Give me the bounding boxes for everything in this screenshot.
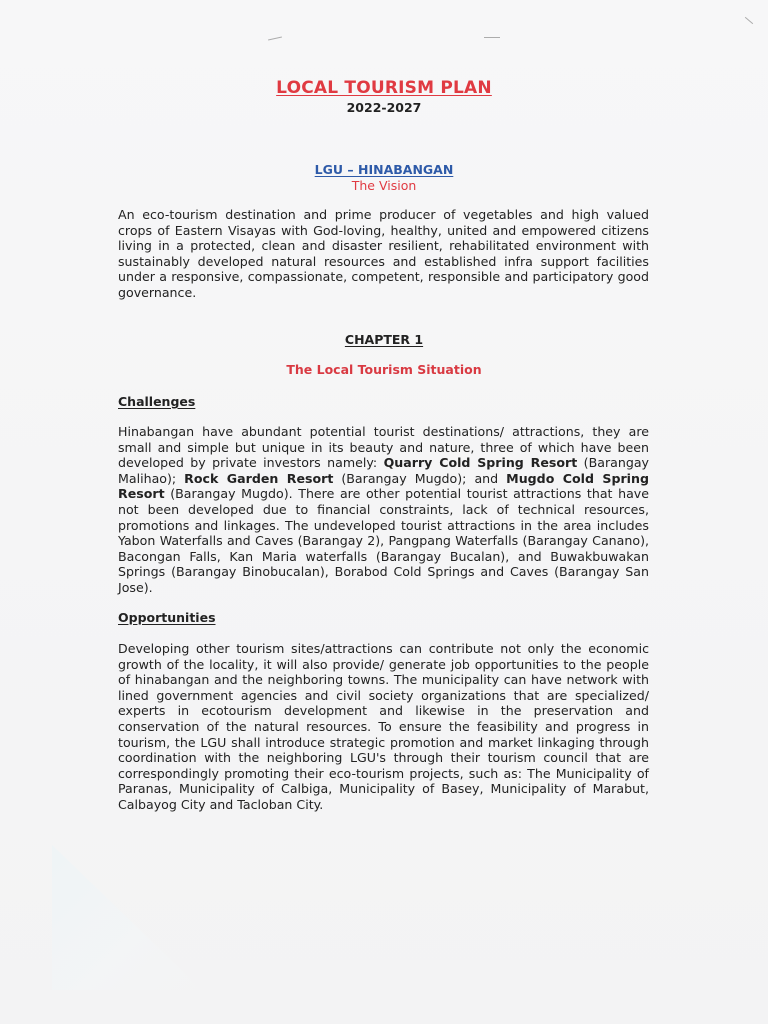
scan-mark-left — [268, 37, 282, 41]
challenges-heading: Challenges — [118, 394, 196, 409]
vision-heading: The Vision — [351, 178, 417, 193]
challenges-text-4: (Barangay Mugdo). There are other potential tourist attractions that have not been developed due to financial constraints, lack of technical resources, promotions and linkages. The undeveloped tourist attractions in the area includes Yabon Waterfalls and Caves (Barangay 2), Pangpang Waterfalls (Barangay Canano), Bacongan Falls, Kan Maria waterfalls (Barangay Bucalan), and Buwakbuwakan Springs (Barangay Binobucalan), Borabod Cold Springs and Caves (Barangay San Jose). — [118, 486, 649, 595]
document-title: LOCAL TOURISM PLAN — [276, 78, 492, 98]
chapter-title: The Local Tourism Situation — [286, 362, 482, 377]
opportunities-heading: Opportunities — [118, 610, 216, 625]
vision-paragraph: An eco-tourism destination and prime producer of vegetables and high valued crops of Eastern Visayas with God-loving, healthy, united and empowered citizens living in a protected, clean and disaster resilient, rehabilitated environment with sustainably developed natural resources and established infra support facilities under a responsive, compassionate, competent, responsible and participatory good governance. — [118, 207, 649, 300]
scan-mark-right — [484, 37, 500, 38]
plan-years: 2022-2027 — [346, 100, 422, 115]
resort-name-1: Quarry Cold Spring Resort — [383, 455, 578, 471]
challenges-text-2: (Barangay Malihao); — [118, 455, 649, 486]
resort-name-3: Mugdo Cold Spring Resort — [118, 470, 649, 502]
challenges-text-3: (Barangay Mugdo); and — [333, 470, 507, 486]
page-shadow — [52, 845, 202, 990]
scan-mark-corner — [745, 17, 753, 24]
challenges-text-1: Hinabangan have abundant potential tourist destinations/ attractions, they are small and simple but unique in its beauty and nature, three of which have been developed by private investors namely: — [118, 424, 649, 471]
lgu-heading: LGU – HINABANGAN — [314, 162, 454, 177]
challenges-paragraph — [118, 424, 649, 596]
chapter-heading: CHAPTER 1 — [344, 332, 424, 347]
resort-name-2: Rock Garden Resort — [184, 470, 334, 486]
opportunities-paragraph: Developing other tourism sites/attractions can contribute not only the economic growth of the locality, it will also provide/ generate job opportunities to the people of hinabangan and the neighboring towns. The municipality can have network with lined government agencies and civil society organizations that are specialized/ experts in ecotourism development and likewise in the preservation and conservation of the natural resources. To ensure the feasibility and progress in tourism, the LGU shall introduce strategic promotion and market linkaging through coordination with the neighboring LGU's through their tourism council that are correspondingly promoting their eco-tourism projects, such as: The Municipality of Paranas, Municipality of Calbiga, Municipality of Basey, Municipality of Marabut, Calbayog City and Tacloban City. — [118, 641, 649, 812]
